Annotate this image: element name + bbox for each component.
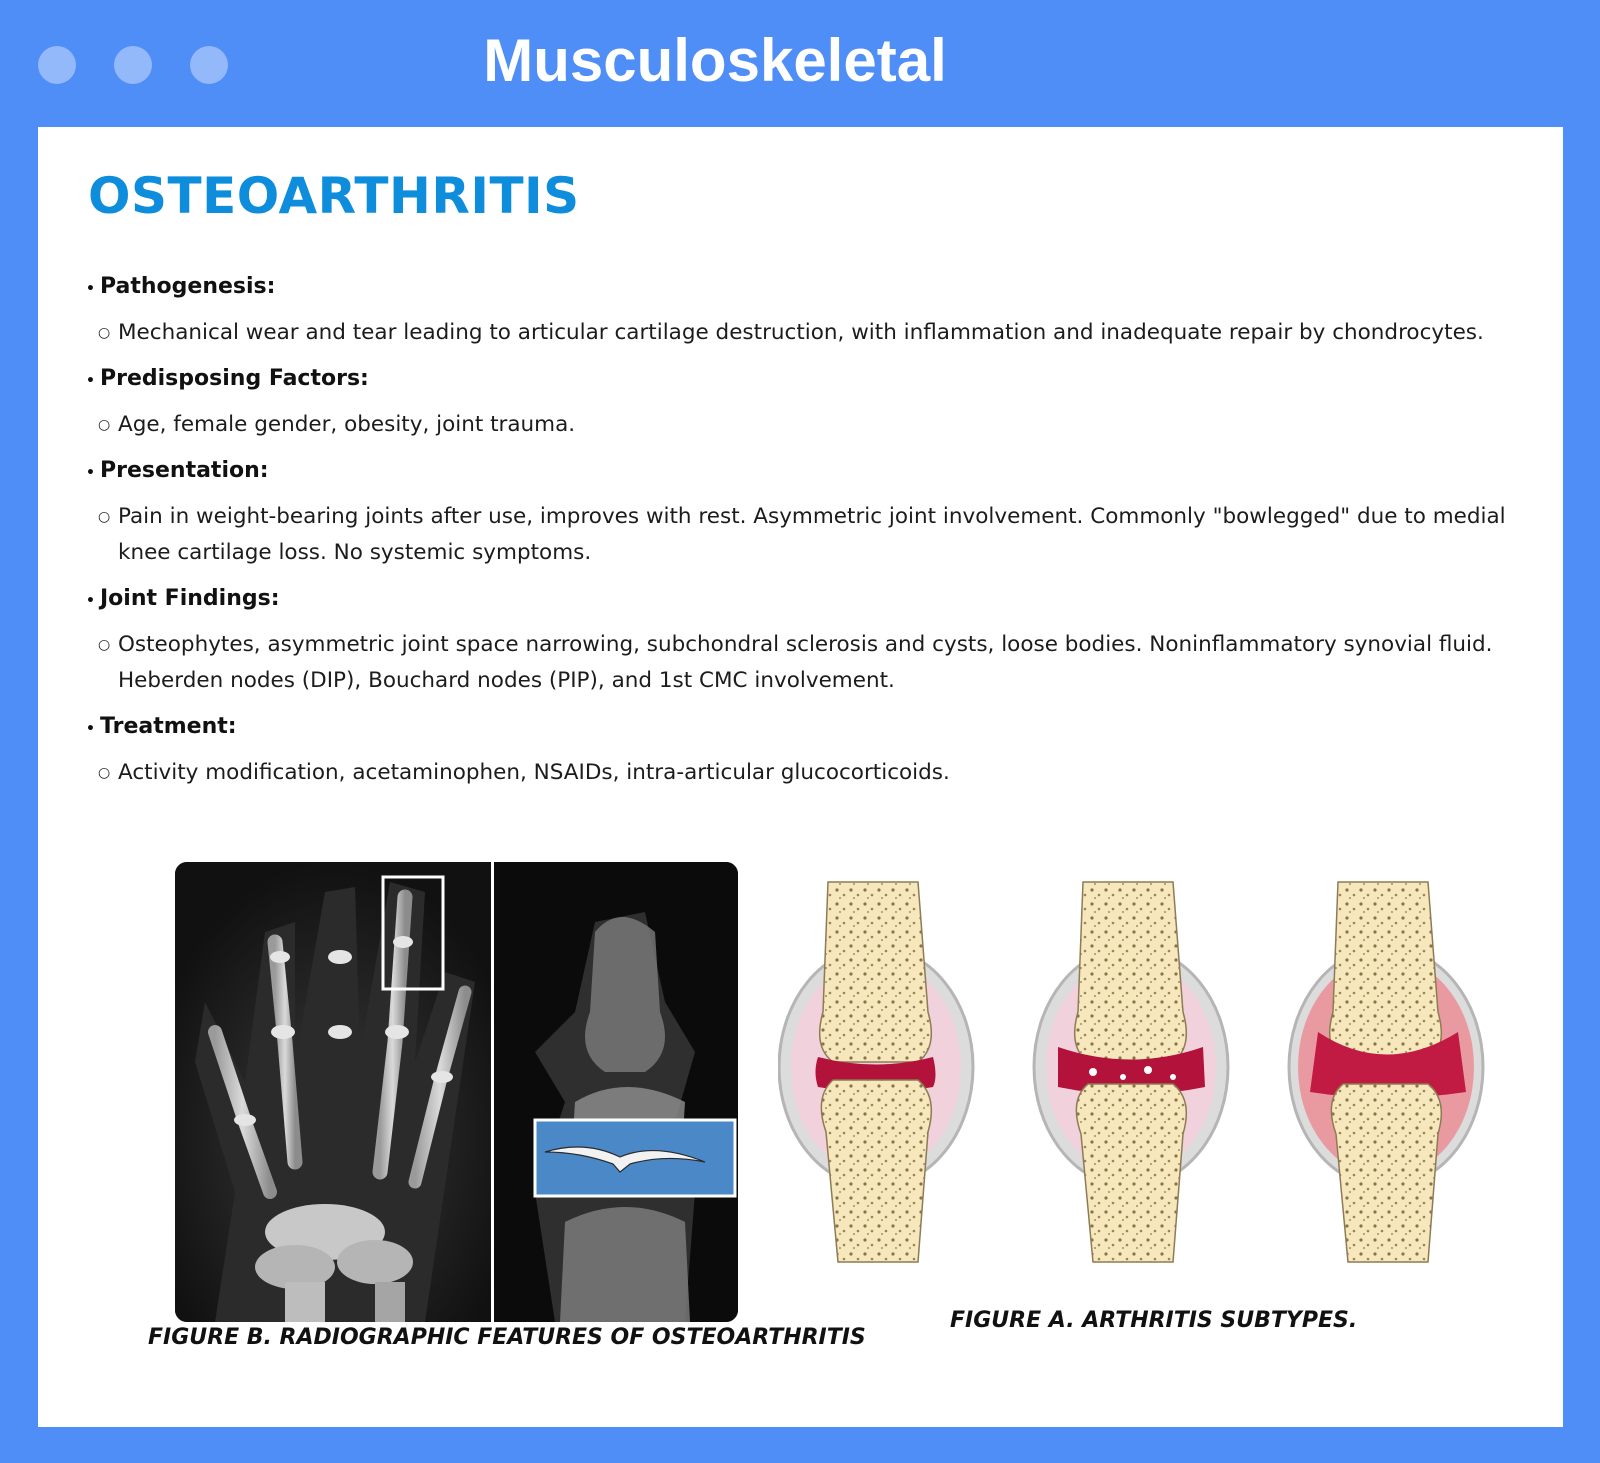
- topic-body: Osteophytes, asymmetric joint space narrowing, subchondral sclerosis and cysts, loose bodies. Noninflammatory synovial fluid. Heberden nodes (DIP), Bouchard nodes (PIP), and 1st CMC involvement.: [118, 632, 1493, 693]
- topic-item: [86, 361, 1506, 443]
- topic-item: [86, 709, 1506, 791]
- bullet-icon: •: [86, 281, 95, 297]
- joint-diagrams: [778, 872, 1518, 1272]
- circle-bullet-icon: ○: [98, 325, 111, 341]
- topic-heading: Pathogenesis:: [100, 274, 276, 299]
- circle-bullet-icon: ○: [98, 765, 111, 781]
- normal-joint: [779, 882, 973, 1262]
- topic-item: [86, 453, 1506, 571]
- page-title: OSTEOARTHRITIS: [88, 167, 580, 225]
- topic-item: [86, 269, 1506, 351]
- content-card: [38, 127, 1563, 1427]
- topic-body: Pain in weight-bearing joints after use, improves with rest. Asymmetric joint involvement. Commonly "bowlegged" due to medial knee cartilage loss. No systemic symptoms.: [118, 504, 1506, 565]
- inflammatory-joint: [1289, 882, 1483, 1262]
- osteoarthritis-joint: [1034, 882, 1228, 1262]
- topic-heading: Presentation:: [100, 458, 269, 483]
- topic-heading: Joint Findings:: [100, 586, 280, 611]
- topic-body: Mechanical wear and tear leading to articular cartilage destruction, with inflammation and inadequate repair by chondrocytes.: [118, 320, 1484, 345]
- bullet-icon: •: [86, 721, 95, 737]
- topic-body: Age, female gender, obesity, joint trauma.: [118, 412, 576, 437]
- figure-b-caption: FIGURE B. RADIOGRAPHIC FEATURES OF OSTEOARTHRITIS: [148, 1325, 866, 1350]
- radiograph-figure: [175, 862, 738, 1322]
- topic-body: Activity modification, acetaminophen, NSAIDs, intra-articular glucocorticoids.: [118, 760, 950, 785]
- bullet-icon: •: [86, 373, 95, 389]
- circle-bullet-icon: ○: [98, 509, 111, 525]
- topic-item: [86, 581, 1506, 699]
- arthritis-subtypes-figure: [778, 872, 1518, 1272]
- bullet-icon: •: [86, 465, 95, 481]
- figure-a-caption: FIGURE A. ARTHRITIS SUBTYPES.: [950, 1308, 1358, 1333]
- app-title: Musculoskeletal: [483, 27, 947, 94]
- topic-heading: Predisposing Factors:: [100, 366, 369, 391]
- circle-bullet-icon: ○: [98, 637, 111, 653]
- topic-heading: Treatment:: [100, 714, 237, 739]
- circle-bullet-icon: ○: [98, 417, 111, 433]
- bullet-icon: •: [86, 593, 95, 609]
- topic-list: [86, 269, 1506, 801]
- hand-xray-illustration: [175, 862, 738, 1322]
